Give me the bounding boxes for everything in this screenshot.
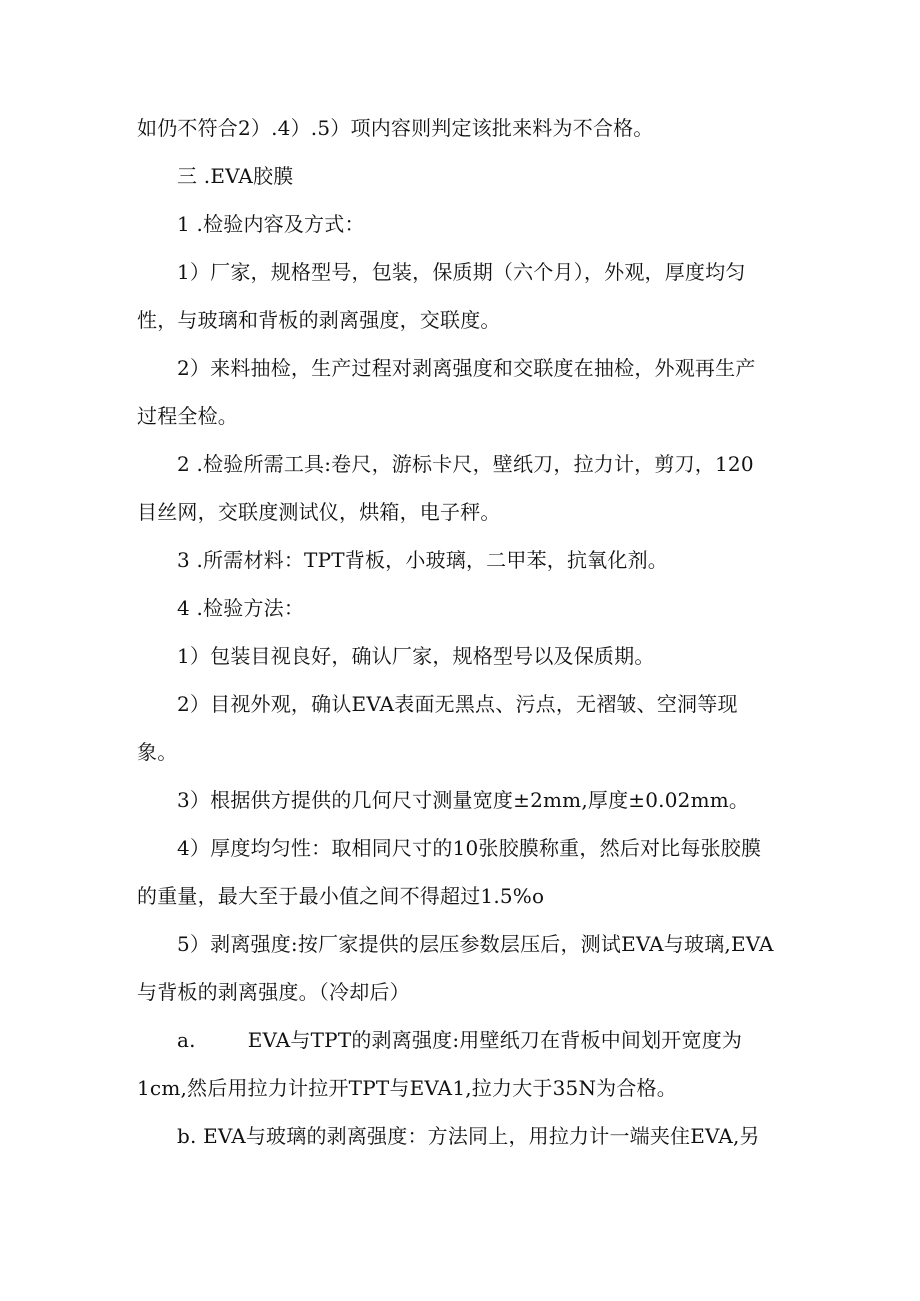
item-line: 3）根据供方提供的几何尺寸测量宽度±2mm,厚度±0.02mm。: [177, 788, 750, 812]
item-line: 过程全检。: [137, 404, 238, 428]
item-line: 5）剥离强度:按厂家提供的层压参数层压后，测试EVA与玻璃,EVA: [177, 932, 774, 956]
sub-item-b: b. EVA与玻璃的剥离强度：方法同上，用拉力计一端夹住EVA,另: [177, 1124, 760, 1148]
item-line: 2）来料抽检，生产过程对剥离强度和交联度在抽检，外观再生产: [177, 356, 756, 380]
section-heading-eva: 三 .EVA胶膜: [177, 164, 294, 188]
item-line: 的重量，最大至于最小值之间不得超过1.5%o: [137, 884, 545, 908]
subheading-tools: 2 .检验所需工具:卷尺，游标卡尺，壁纸刀，拉力计，剪刀，120: [177, 452, 754, 476]
item-line: 象。: [137, 740, 178, 764]
paragraph-line-continuation: 如仍不符合2）.4）.5）项内容则判定该批来料为不合格。: [137, 116, 654, 140]
subheading-materials: 3 .所需材料：TPT背板，小玻璃，二甲苯，抗氧化剂。: [177, 548, 668, 572]
item-line: 1）包装目视良好，确认厂家，规格型号以及保质期。: [177, 644, 655, 668]
item-line: 目丝网，交联度测试仪，烘箱，电子秤。: [137, 500, 501, 524]
sub-item-text: EVA与TPT的剥离强度:用壁纸刀在背板中间划开宽度为: [247, 1028, 743, 1052]
item-line: 性，与玻璃和背板的剥离强度，交联度。: [137, 308, 501, 332]
item-line: 4）厚度均匀性：取相同尺寸的10张胶膜称重，然后对比每张胶膜: [177, 836, 762, 860]
subheading-methods: 4 .检验方法：: [177, 596, 305, 620]
item-line: 2）目视外观，确认EVA表面无黑点、污点，无褶皱、空洞等现: [177, 692, 738, 716]
subheading-inspection-content: 1 .检验内容及方式：: [177, 212, 365, 236]
item-line: 与背板的剥离强度。（冷却后）: [137, 980, 410, 1004]
item-line: 1cm,然后用拉力计拉开TPT与EVA1,拉力大于35N为合格。: [137, 1076, 677, 1100]
item-line: 1）厂家，规格型号，包装，保质期（六个月），外观，厚度均匀: [177, 260, 746, 284]
sub-item-marker: a.: [177, 1028, 196, 1052]
sub-item-a: [0, 1026, 920, 1054]
